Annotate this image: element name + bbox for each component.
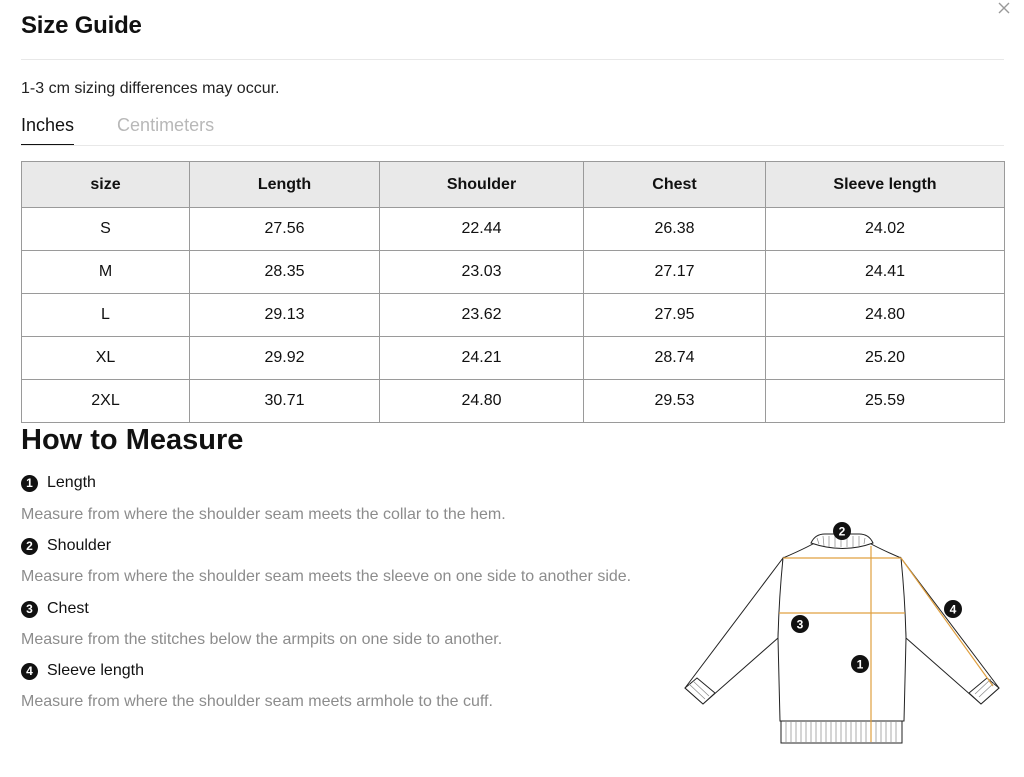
table-cell: 24.41 — [766, 251, 1005, 294]
table-cell: 26.38 — [584, 208, 766, 251]
table-row — [22, 208, 1005, 251]
table-cell: 24.80 — [380, 380, 584, 423]
size-table — [21, 161, 1005, 423]
table-row — [22, 337, 1005, 380]
tab-centimeters[interactable]: Centimeters — [117, 115, 215, 135]
table-cell: 25.59 — [766, 380, 1005, 423]
header-divider — [21, 59, 1004, 60]
table-cell: L — [22, 294, 190, 337]
step-label: Sleeve length — [47, 662, 144, 679]
diagram-marker-1 — [851, 655, 869, 673]
table-cell: XL — [22, 337, 190, 380]
step-sleeve-length — [21, 662, 144, 680]
step-number-badge: 4 — [21, 663, 38, 680]
step-description: Measure from where the shoulder seam meets the sleeve on one side to another side. — [21, 568, 632, 585]
table-row — [22, 380, 1005, 423]
tabs-divider — [21, 145, 1004, 146]
size-guide-title: Size Guide — [21, 12, 142, 39]
step-chest — [21, 600, 89, 618]
diagram-marker-2 — [833, 522, 851, 540]
svg-text:4: 4 — [949, 602, 957, 617]
table-cell: 22.44 — [380, 208, 584, 251]
hem-band — [781, 721, 902, 743]
table-cell: 2XL — [22, 380, 190, 423]
column-header-length: Length — [190, 162, 380, 208]
how-to-measure-heading: How to Measure — [21, 424, 244, 456]
step-number-badge: 1 — [21, 475, 38, 492]
column-header-size: size — [22, 162, 190, 208]
table-cell: 25.20 — [766, 337, 1005, 380]
close-icon[interactable] — [996, 0, 1012, 16]
svg-text:1: 1 — [856, 657, 864, 672]
step-label: Shoulder — [47, 537, 112, 554]
diagram-marker-4 — [944, 600, 962, 618]
diagram-marker-3 — [791, 615, 809, 633]
step-description: Measure from the stitches below the armpits on one side to another. — [21, 631, 503, 648]
step-number-badge: 3 — [21, 601, 38, 618]
table-cell: M — [22, 251, 190, 294]
table-cell: 29.53 — [584, 380, 766, 423]
table-row — [22, 251, 1005, 294]
table-cell: 27.95 — [584, 294, 766, 337]
table-cell: 28.74 — [584, 337, 766, 380]
sizing-note: 1-3 cm sizing differences may occur. — [21, 80, 280, 97]
column-header-sleeve-length: Sleeve length — [766, 162, 1005, 208]
table-cell: 24.80 — [766, 294, 1005, 337]
tab-inches[interactable]: Inches — [21, 114, 74, 146]
step-description: Measure from where the shoulder seam meets the collar to the hem. — [21, 506, 506, 523]
step-shoulder — [21, 537, 111, 555]
table-cell: 23.62 — [380, 294, 584, 337]
table-cell: 24.21 — [380, 337, 584, 380]
table-header-row — [22, 162, 1005, 208]
table-cell: 27.56 — [190, 208, 380, 251]
table-cell: 27.17 — [584, 251, 766, 294]
table-cell: 29.13 — [190, 294, 380, 337]
step-number-badge: 2 — [21, 538, 38, 555]
unit-tabs — [21, 114, 214, 146]
step-label: Length — [47, 474, 96, 491]
step-label: Chest — [47, 600, 89, 617]
table-cell: 23.03 — [380, 251, 584, 294]
table-cell: S — [22, 208, 190, 251]
table-cell: 30.71 — [190, 380, 380, 423]
table-cell: 28.35 — [190, 251, 380, 294]
column-header-chest: Chest — [584, 162, 766, 208]
step-length — [21, 474, 96, 492]
table-row — [22, 294, 1005, 337]
svg-text:2: 2 — [838, 524, 846, 539]
table-cell: 24.02 — [766, 208, 1005, 251]
column-header-shoulder: Shoulder — [380, 162, 584, 208]
svg-text:3: 3 — [796, 617, 804, 632]
sweater-measurement-diagram — [683, 518, 1003, 748]
step-description: Measure from where the shoulder seam meets armhole to the cuff. — [21, 693, 493, 710]
table-cell: 29.92 — [190, 337, 380, 380]
